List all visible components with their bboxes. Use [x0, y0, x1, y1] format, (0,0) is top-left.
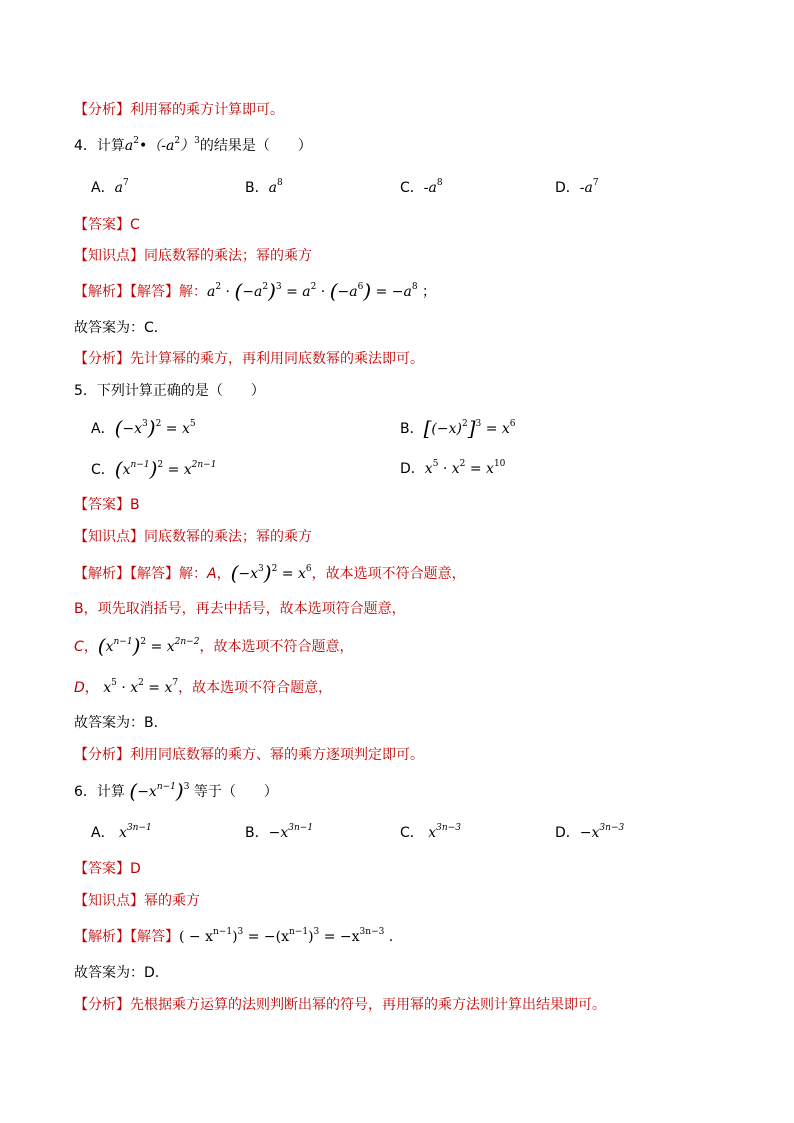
answer-4: 【答案】C [74, 217, 140, 233]
q6-option-c: C． $x^{3n-3}$ [400, 823, 461, 841]
solution-5b: B，项先取消括号，再去中括号，故本选项符合题意， [74, 601, 406, 617]
analysis-6: 【分析】先根据乘方运算的法则判断出幂的符号，再用幂的乘方法则计算出结果即可。 [74, 997, 606, 1013]
solution-4: 【解析】【解答】解：$a^2 \cdot (-a^2)^3 = a^2 \cdot (-a^6) = -a^8$ ； [74, 279, 437, 303]
q6-expression: $(-x^{n-1})^3$ [129, 779, 190, 803]
conclusion-6: 故答案为：D. [74, 965, 160, 981]
solution-5d: D， $x^5 \cdot x^2 = x^7$，故本选项不符合题意， [74, 678, 333, 696]
solution-5c: C，$(x^{n-1})^2 = x^{2n-2}$，故本选项不符合题意， [74, 634, 354, 658]
q4-option-b: B．$a^8$ [245, 178, 283, 196]
analysis-4: 【分析】先计算幂的乘方，再利用同底数幂的乘法即可。 [74, 351, 424, 367]
q6-option-b: B．$-x^{3n-1}$ [245, 823, 314, 841]
knowledge-4: 【知识点】同底数幂的乘法；幂的乘方 [74, 248, 312, 264]
q5-option-c: C．$(x^{n-1})^2 = x^{2n-1}$ [91, 457, 217, 481]
q6-option-d: D．$-x^{3n-3}$ [555, 823, 625, 841]
q4-option-c: C．$-a^8$ [400, 178, 443, 196]
knowledge-6: 【知识点】幂的乘方 [74, 893, 200, 909]
solution-4-formula: $a^2 \cdot (-a^2)^3 = a^2 \cdot (-a^6) = -a^8$ [207, 279, 418, 303]
knowledge-5: 【知识点】同底数幂的乘法；幂的乘方 [74, 529, 312, 545]
conclusion-4: 故答案为：C． [74, 320, 168, 336]
question-6: 6．计算 $(-x^{n-1})^3$ 等于（ ） [74, 779, 278, 803]
q5-option-a: A．$(-x^3)^2 = x^5$ [91, 416, 196, 440]
analysis-q3 [74, 100, 284, 120]
answer-6: 【答案】D [74, 861, 141, 877]
q5-option-d: D．$x^5 \cdot x^2 = x^{10}$ [400, 459, 506, 477]
solution-5a-formula: $(-x^3)^2 = x^6$ [230, 561, 312, 585]
conclusion-5: 故答案为：B． [74, 715, 168, 731]
q4-option-d: D．$-a^7$ [555, 178, 599, 196]
answer-5: 【答案】B [74, 497, 140, 513]
q4-expression: $a^2•(-a^2)^3$ [124, 136, 200, 154]
analysis-text: 【分析】利用幂的乘方计算即可。 [74, 102, 284, 118]
analysis-5: 【分析】利用同底数幂的乘方、幂的乘方逐项判定即可。 [74, 747, 424, 763]
q6-option-a: A． $x^{3n-1}$ [91, 823, 152, 841]
solution-6-formula: ( − $x^{n-1})^3 = -(x^{n-1})^3 = -x^{3n-3}$ . [179, 927, 394, 945]
q4-option-a: A．$a^7$ [91, 178, 129, 196]
solution-5: 【解析】【解答】解：A，$(-x^3)^2 = x^6$，故本选项不符合题意， [74, 561, 466, 585]
question-4: 4．计算$a^2•(-a^2)^3$的结果是（ ） [74, 136, 312, 154]
solution-6: 【解析】【解答】( − $x^{n-1})^3 = -(x^{n-1})^3 = -x^{3n-3}$ . [74, 927, 394, 945]
q5-option-b: B．$[(-x)^2]^3 = x^6$ [400, 416, 516, 440]
question-5: 5．下列计算正确的是（ ） [74, 383, 265, 399]
